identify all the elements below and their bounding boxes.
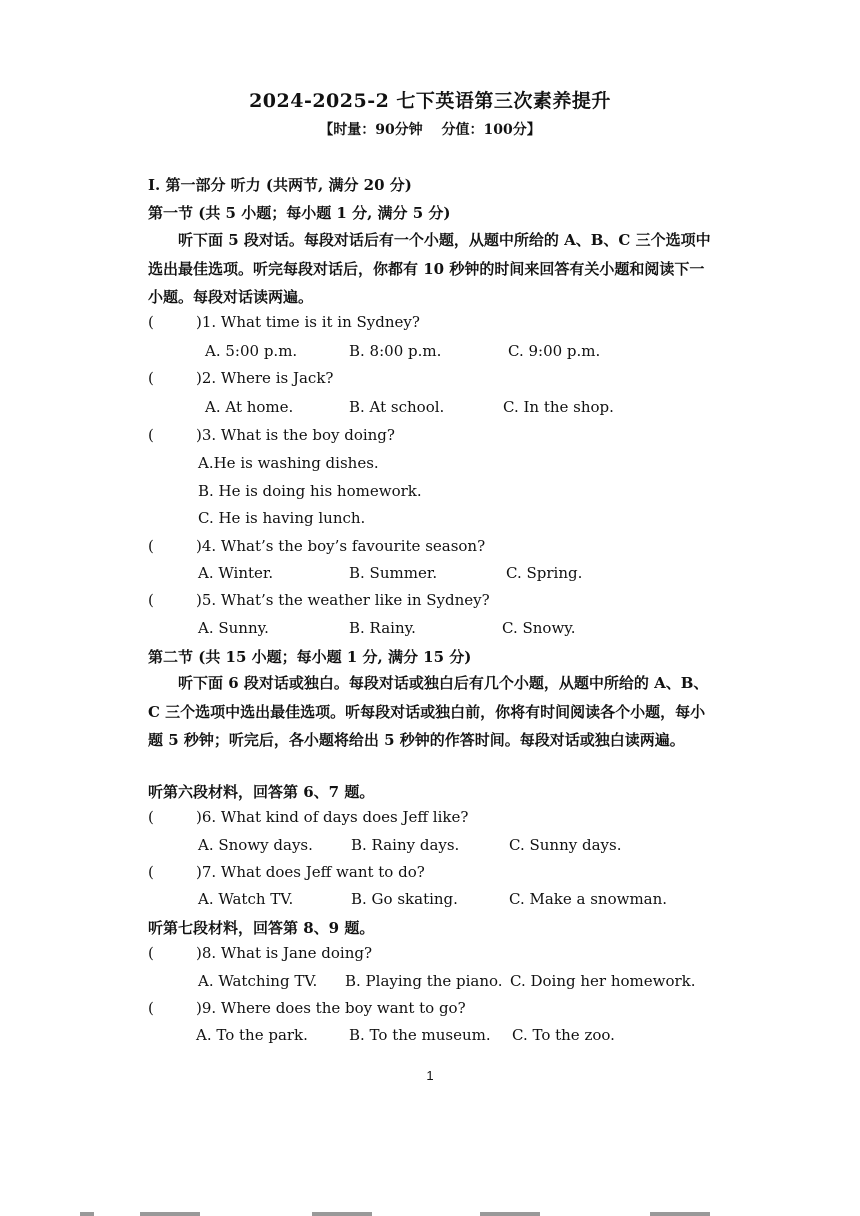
- option-a: A. Watching TV.: [198, 972, 318, 990]
- option-b: B. At school.: [349, 398, 445, 416]
- option-c: C. Doing her homework.: [510, 972, 696, 990]
- answer-blank[interactable]: (: [148, 537, 154, 555]
- question-stem: )8. What is Jane doing?: [196, 944, 373, 962]
- section2-heading: 第二节 (共 15 小题；每小题 1 分, 满分 15 分): [148, 648, 472, 666]
- answer-blank[interactable]: (: [148, 313, 154, 331]
- option-c: C. Sunny days.: [509, 836, 622, 854]
- question-stem: )1. What time is it in Sydney?: [196, 313, 420, 331]
- option-b: B. Summer.: [349, 564, 438, 582]
- option-c: C. Make a snowman.: [509, 890, 668, 908]
- answer-blank[interactable]: (: [148, 944, 154, 962]
- option-c: C. Snowy.: [502, 619, 576, 637]
- question-stem: )7. What does Jeff want to do?: [196, 863, 425, 881]
- answer-blank[interactable]: (: [148, 591, 154, 609]
- option-b: B. Rainy days.: [351, 836, 460, 854]
- answer-blank[interactable]: (: [148, 863, 154, 881]
- group-heading-6: 听第六段材料，回答第 6、7 题。: [148, 783, 375, 801]
- option-c: C. To the zoo.: [512, 1026, 615, 1044]
- option-a: A. 5:00 p.m.: [205, 342, 298, 360]
- answer-blank[interactable]: (: [148, 999, 154, 1017]
- question-stem: )9. Where does the boy want to go?: [196, 999, 466, 1017]
- option-a: A. Winter.: [198, 564, 274, 582]
- question-9: [148, 999, 466, 1017]
- option-b: B. Rainy.: [349, 619, 416, 637]
- question-4: [148, 537, 485, 555]
- question-stem: )3. What is the boy doing?: [196, 426, 395, 444]
- answer-blank[interactable]: (: [148, 369, 154, 387]
- scan-edge-mark: [140, 1212, 200, 1216]
- option-a: A.He is washing dishes.: [198, 454, 379, 472]
- question-7: [148, 863, 425, 881]
- scan-edge-mark: [650, 1212, 710, 1216]
- option-b: B. To the museum.: [349, 1026, 491, 1044]
- answer-blank[interactable]: (: [148, 426, 154, 444]
- question-stem: )5. What’s the weather like in Sydney?: [196, 591, 490, 609]
- option-c: C. Spring.: [506, 564, 583, 582]
- option-b: B. He is doing his homework.: [198, 482, 422, 500]
- option-a: A. To the park.: [196, 1026, 308, 1044]
- scan-edge-mark: [480, 1212, 540, 1216]
- page-number: 1: [426, 1068, 434, 1083]
- scan-edge-mark: [80, 1212, 94, 1216]
- question-2: [148, 369, 333, 387]
- question-stem: )6. What kind of days does Jeff like?: [196, 808, 469, 826]
- question-1: [148, 313, 420, 331]
- scan-edge-mark: [312, 1212, 372, 1216]
- option-c: C. 9:00 p.m.: [508, 342, 601, 360]
- option-a: A. Watch TV.: [198, 890, 294, 908]
- option-a: A. Snowy days.: [198, 836, 313, 854]
- exam-title: 2024-2025-2 七下英语第三次素养提升: [249, 90, 611, 112]
- option-b: B. Go skating.: [351, 890, 458, 908]
- option-c: C. He is having lunch.: [198, 509, 366, 527]
- option-b: B. 8:00 p.m.: [349, 342, 442, 360]
- option-a: A. At home.: [205, 398, 294, 416]
- option-b: B. Playing the piano.: [345, 972, 503, 990]
- question-8: [148, 944, 372, 962]
- question-stem: )2. Where is Jack?: [196, 369, 334, 387]
- question-stem: )4. What’s the boy’s favourite season?: [196, 537, 486, 555]
- exam-subtitle: 【时量：90分钟 分值：100分】: [319, 122, 541, 138]
- question-6: [148, 808, 468, 826]
- section1-heading: 第一节 (共 5 小题；每小题 1 分, 满分 5 分): [148, 204, 451, 222]
- answer-blank[interactable]: (: [148, 808, 154, 826]
- group-heading-7: 听第七段材料，回答第 8、9 题。: [148, 919, 375, 937]
- question-5: [148, 591, 490, 609]
- section2-instruction: 听下面 6 段对话或独白。每段对话或独白后有几个小题，从题中所给的 A、B、C 三个选项中选出最佳选项。听每段对话或独白前，你将有时间阅读各个小题，每小题 5 秒钟；听完后，各小题将给出 5 秒钟的作答时间。每段对话或独白读两遍。: [148, 674, 709, 749]
- question-3: [148, 426, 395, 444]
- section1-instruction: 听下面 5 段对话。每段对话后有一个小题，从题中所给的 A、B、C 三个选项中选出最佳选项。听完每段对话后，你都有 10 秒钟的时间来回答有关小题和阅读下一小题。每段对话读两遍。: [148, 231, 711, 306]
- option-a: A. Sunny.: [198, 619, 269, 637]
- option-c: C. In the shop.: [503, 398, 614, 416]
- part1-heading: I. 第一部分 听力 (共两节, 满分 20 分): [148, 176, 412, 194]
